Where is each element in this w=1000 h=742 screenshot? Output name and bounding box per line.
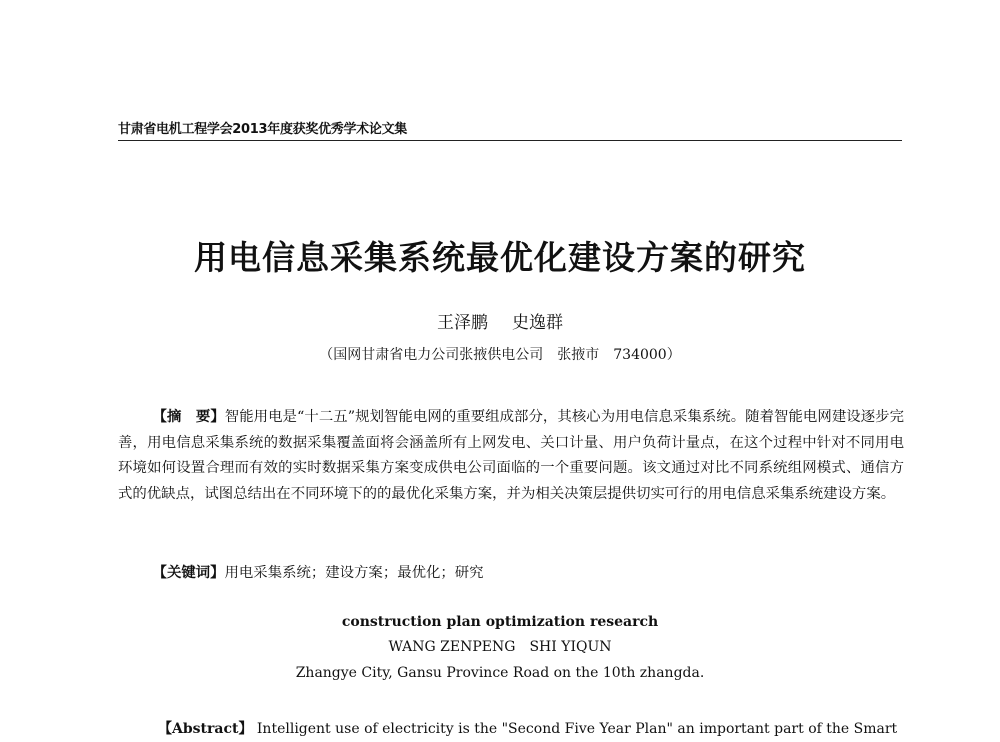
english-title: construction plan optimization research	[341, 614, 659, 630]
english-affiliation: Zhangye City, Gansu Province Road on the 10th zhangda.	[295, 665, 705, 681]
author-2: 史逸群	[512, 313, 563, 333]
abstract-en-label: 【Abstract】	[158, 721, 253, 737]
keywords-cn-text: 用电采集系统；建设方案；最优化；研究	[224, 565, 484, 581]
abstract-en	[158, 718, 918, 738]
affiliation: （国网甘肃省电力公司张掖供电公司 张掖市 734000）	[319, 347, 681, 363]
abstract-cn-label: 【摘 要】	[152, 408, 225, 425]
abstract-cn	[118, 404, 904, 507]
abstract-cn-text: 智能用电是“十二五”规划智能电网的重要组成部分，其核心为用电信息采集系统。随着智能电网建设逐步完善，用电信息采集系统的数据采集覆盖面将会涵盖所有上网发电、关口计量、用户负荷计量点，在这个过程中针对不同用电环境如何设置合理而有效的实时数据采集方案变成供电公司面临的一个重要问题。该文通过对比不同系统组网模式、通信方式的优缺点，试图总结出在不同环境下的的最优化采集方案，并为相关决策层提供切实可行的用电信息采集系统建设方案。	[118, 409, 904, 502]
author-1: 王泽鹏	[437, 313, 488, 333]
authors	[0, 308, 1000, 333]
abstract-en-text: Intelligent use of electricity is the "Second Five Year Plan" an important part of the Smart	[256, 721, 898, 737]
journal-header: 甘肃省电机工程学会2013年度获奖优秀学术论文集	[118, 118, 902, 141]
english-author-1: WANG ZENPENG	[388, 639, 516, 655]
paper-title: 用电信息采集系统最优化建设方案的研究	[194, 238, 806, 277]
english-author-2: SHI YIQUN	[529, 639, 612, 655]
keywords-cn-label: 【关键词】	[152, 564, 225, 581]
english-authors	[0, 639, 1000, 655]
keywords-cn	[118, 560, 904, 586]
